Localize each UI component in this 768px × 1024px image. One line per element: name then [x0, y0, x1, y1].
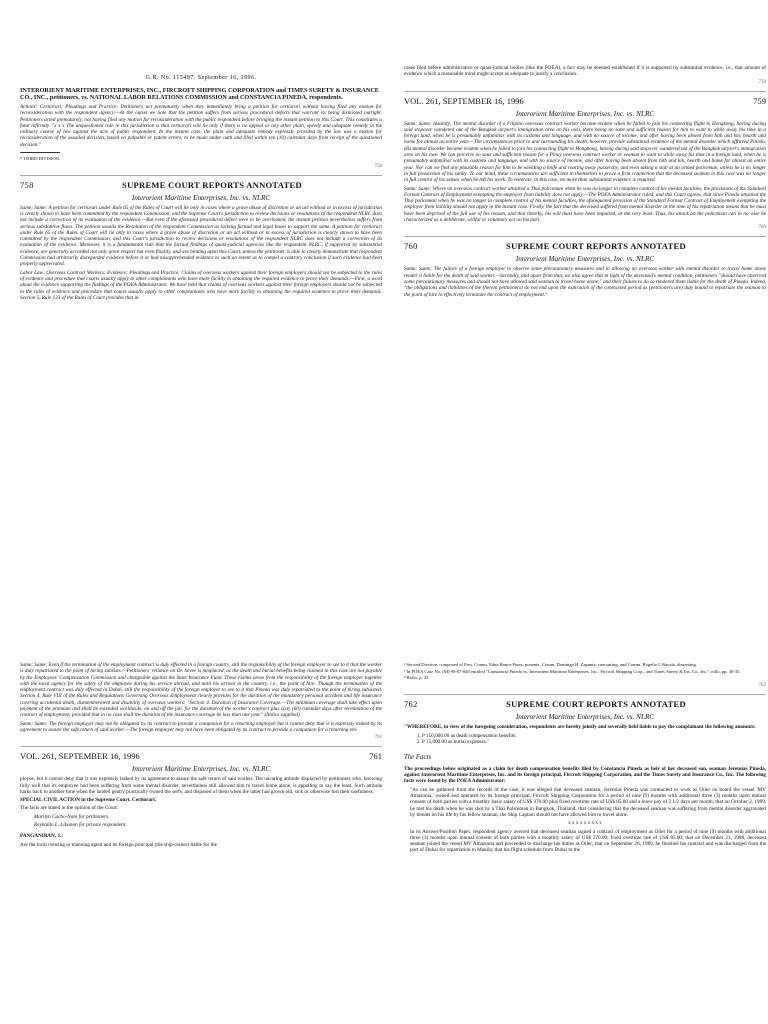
right-column-lower [404, 662, 766, 856]
case-subtitle: Interorient Maritime Enterprises, Inc. vs. NLRC [515, 109, 655, 118]
facts-note: The facts are stated in the opinion of the Court. [20, 805, 118, 812]
counsel-respondent: Reynaldo L. Libanan for private respondent. [34, 822, 127, 829]
header-page-number: 759 [753, 95, 766, 106]
page-footer-number: 762 [758, 682, 766, 688]
quoted-paragraph: "As can be gathered from the records of the case, it was alleged that deceased seaman, Jeremias Pineda was contracted to work as Oiler on board the vessel 'MV Amazonia,' owned and operated by its foreign principal, Fircroft Shipping Corporation for a period of nine (9) months with additional three (3) months upon mutual consent of both parties with a monthly basic salary of US$ 370.00 plus fixed overtime rate of US$ 85.00 and a leave pay of 2 1/2 days per month; that on October 2, 1989, he met his death when he was shot by a Thai Policeman in Bangkok, Thailand; that considering that the deceased seaman was suffering from mental disorder aggravated by threats on his life by his fellow seaman, the Ship Captain should not have allowed him to travel alone. [410, 786, 766, 818]
case-subtitle: Interorient Maritime Enterprises, Inc. vs. NLRC [131, 765, 271, 774]
body-paragraph: Are the local crewing or manning agent and its foreign principal (the ship-owner) liable for the [20, 841, 217, 848]
page-divider [20, 746, 382, 747]
running-header [404, 241, 766, 251]
left-column [20, 70, 382, 303]
page-divider [404, 236, 766, 237]
header-title: SUPREME COURT REPORTS ANNOTATED [506, 698, 686, 709]
syllabus-paragraph: Labor Law; Overseas Contract Workers; Evidence; Pleadings and Practice; Claims of overseas workers against their foreign employers should not be subjected to the rules of evidence and procedure that courts usually apply to other complainants who have more facility in obtaining the required evidence to prove their demands.—First, a word about the evidence supporting the findings of the POEA Administrator. We have held that claims of overseas workers against their foreign employers should not be subjected to the rules of evidence and procedure that courts usually apply to other complainants who have more facility in obtaining the required evidence to prove their demands. Section 5, Rule 133 of the Rules of Court provides that in [20, 269, 382, 301]
page-footer-number: 761 [374, 735, 382, 741]
footnote: ³ In POEA Case No. (M) 90-07-840 entitled "Constancia Pineda vs. Interorient Maritime Enterprises, Inc., Fircroft Shipping Corp., and Times Surety & Ins. Co., Inc"; rollo, pp. 30-35. [404, 668, 741, 674]
special-action: SPECIAL CIVIL ACTION in the Supreme Court. Certiorari. [20, 797, 157, 804]
case-subtitle: Interorient Maritime Enterprises, Inc. vs. NLRC [515, 255, 655, 264]
case-number: G.R. No. 115497. September 16, 1996. [145, 74, 257, 81]
header-title: SUPREME COURT REPORTS ANNOTATED [122, 179, 302, 190]
syllabus-paragraph: Same; Same; A petition for certiorari under Rule 65 of the Rules of Court will lie only in cases where a grave abuse of discretion or an act without or in excess of jurisdiction is clearly shown to have been committed by the respondent Commission, and the Supreme Court's jurisdiction to review decisions or resolutions of the respondent NLRC does not include a correction of its evaluation of the evidence.—But even if the aforesaid procedural defect were to be overlooked, the instant petition nevertheless suffers from serious substantive flaws. The petition assails the Resolution of the respondent Commission as lacking factual and legal bases to support the same. A petition for certiorari under Rule 65 of the Rules of Court will lie only in cases where a grave abuse of discretion or an act without or in excess of jurisdiction is clearly shown to have been committed by the respondent Commission, and this Court's jurisdiction to review decisions or resolutions of the respondent NLRC does not include a correction of its evaluation of the evidence. Moreover, it is a fundamental rule that the factual findings of quasi-judicial agencies like the respondent NLRC, if supported by substantial evidence, are generally accorded not only great respect but even finality, and are binding upon this Court, unless the petitioner is able to clearly demonstrate that respondent Commission had arbitrarily disregarded evidence before it or had misapprehended evidence to such an extent as to compel a contrary conclusion if such evidence had been properly appreciated. [20, 204, 382, 268]
case-subtitle: Interorient Maritime Enterprises, Inc. vs. NLRC [515, 712, 655, 721]
running-header [20, 180, 382, 190]
header-page-number: 762 [404, 698, 418, 709]
page-divider [404, 91, 766, 92]
syllabus-paragraph: Same; Same; Where an overseas contract worker attacked a Thai policeman when he was no longer in complete control of his mental faculties, the provisions of the Standard Format Contract of Employment exempting the employer from liability does not apply.—The POEA Administrator ruled, and this Court agrees, that since Pineda attacked the Thai policeman when he was no longer in complete control of his mental faculties, the aforequoted provision of the Standard Format Contract of Employment exempting the employer from liability should not apply in the instant case. Firstly, the fact that the deceased suffered from mental disorder at the time of his repatriation means that he must have been deprived of the full use of his reason, and that thereby, his will must have been impaired, at the very least. Thus, his attack on the policeman can in no wise be characterized as a deliberate, willful or voluntary act on his part. [404, 185, 766, 224]
header-page-number: 761 [369, 751, 382, 762]
footnote: ⁴ Rollo, p. 35. [404, 675, 430, 681]
right-column [404, 65, 766, 300]
header-title: VOL. 261, SEPTEMBER 16, 1996 [404, 95, 524, 106]
syllabus-paragraph: Same; Same; Insanity; The mental disorder of a Filipino overseas contract worker became evident when he failed to join his connecting flight to Hongkong, having during said stopover wandered out of the Bangkok airport's immigration area on his own, there being no sane and sufficient reason for him to want to while away his time in a foreign land, when he is presumably unfamiliar with its customs and language, and with no source of income, and after having been absent from hith and kin, hearth and home for almost an entire year.—The circumstances prior to and surrounding his death, however, provide substantial evidence of the mental disorder which afflicted Pineda. His mental disorder became evident when he failed to join his connecting flight to Hongkong, having during said stopover wandered out of the Bangkok airport's immigration area on his own. We can perceive no sane and sufficient reason for a Pinoy overseas contract worker or seaman to want to while away his time in a foreign land, when he is presumably unfamiliar with its customs and language, and with no source of income, and after having been absent from hith and kin, hearth and home for almost an entire year. Nor can we find any plausible reason for him to be wielding a knife and roaring away passersby, and even taking a stab at an armed policeman, unless he is no longer in full possession of his sanity. To our mind, these circumstances are sufficient in themselves to prove a firm connection that the deceased seaman in this case was no longer in full control of his senses when he left his work. To reiterate, in this case, no more than substantial evidence is required. [404, 120, 766, 184]
running-header [20, 751, 382, 761]
list-item: 2. P 15,000.00 as burial expenses." [422, 739, 766, 745]
dispositive-paragraph: "WHEREFORE, in view of the foregoing consideration, respondents are hereby jointly and severally held liable to pay the complainant the following amounts: [404, 723, 756, 730]
header-title: SUPREME COURT REPORTS ANNOTATED [506, 241, 686, 252]
header-title: VOL. 261, SEPTEMBER 16, 1996 [20, 751, 140, 762]
syllabus-paragraph: Same; Same; Even if the termination of the employment contract is duly effected in a foreign country, still the responsibility of the foreign employer to see to it that the worker is duly repatriated to the point of hiring subsists.—Petitioners' reliance on Dr. Sevee is misplaced, as the death and burial benefits being claimed in this case are not payable by the Employees' Compensation Commission and chargeable against the State Insurance Fund. These claims arose from the responsibility of the foreign employer together with the local agency for the safety of the employee during his service abroad, and until his arrival in the country, i.e., the point of hire. Though the termination of the employment contract was duly effected in Dubai, still the responsibility of the foreign employer to see to it that Pineda was duly repatriated to the point of hiring subsisted. Section 4, Rule VIII of the Rules and Regulations Governing Overseas Employment clearly provides for the duration of the mandatory personal accident and life insurance covering accidental death, dismemberment and disability of overseas workers: "Section 4. Duration of Insurance Coverage.—The minimum coverage shall take effect upon payment of the premium and shall be extended worldwide, on and off the job, for the duration of the worker's contract plus sixty (60) calendar days after termination of the contract of employment; provided that in no case shall the duration of the insurance coverage be less than one year." (Italics supplied) [20, 662, 382, 719]
ellipsis-line: x x x x x x x x x [568, 820, 602, 827]
footnote: ² Second Division, composed of Pres. Comm. Edna Bonto-Perez, ponente, Comm. Domingo H. Zapanta, concurring, and Comm. Rogelio I. Rayala, dissenting. [404, 662, 697, 667]
running-header [404, 96, 766, 106]
page-divider [20, 175, 382, 176]
footnote: * THIRD DIVISION. [20, 156, 61, 162]
list-item: 1. P 150,000.00 as death compensation benefits. [422, 733, 766, 739]
running-header [404, 699, 766, 709]
ponente: PANGANIBAN, J.: [20, 833, 63, 840]
quoted-paragraph: In its Answer/Position Paper, respondent agency averred that deceased seaman signed a contract of employment as Oiler for a period of nine (9) months with additional three (3) months upon mutual consent of both parties with a monthly salary of US$ 370.00; fixed overtime rate of US$ 85.00; that on December 21, 1988, deceased seaman joined the vessel MV Amazonia and proceeded to discharge his duties as Oiler; that on September 26, 1989, he finished his contract and was discharged from the port of Dubai for repatriation to Manila; that his flight schedule from Dubai to the [410, 828, 766, 854]
page-divider [404, 694, 766, 695]
section-heading: The Facts [404, 753, 431, 761]
page-footer-number: 759 [758, 79, 766, 85]
header-page-number: 758 [20, 179, 34, 190]
footnote-rule [20, 152, 60, 153]
body-paragraph: ployee, but it cannot deny that it was expressly tasked by its agreement to assure the safe return of said worker. The uncaring attitude displayed by petitioners who, knowing fully well that its employee had been suffering from some mental disorder, nevertheless still allowed him to travel home alone, is appalling to say the least. Such attitude harks back to another time when the landed gentry practically owned the serfs, and disposed of them when the latter had grown old, sick or otherwise lost their usefulness. [20, 776, 382, 795]
page-footer-number: 760 [758, 225, 766, 231]
syllabus-paragraph: Same; Same; The foreign employer may not be obligated by its contract to provide a companion for a returning employee but it cannot deny that it is expressly tasked by its agreement to assure the safe return of said worker.—The foreign employer may not have been obligated by its contract to provide a companion for a returning em- [20, 720, 382, 733]
syllabus-paragraph: Same; Same; The failure of a foreign employer to observe some precautionary measures and in allowing an overseas worker with mental disorder to travel home alone render it liable for the death of said worker.—Secondly, and apart from that, we also agree that in light of the deceased's mental condition, petitioners "should have observed some precautionary measures and should not have allowed said seaman to travel home alone," and their failure to do so rendered them liable for the death of Pineda. Indeed, "the obligations and liabilities of the (herein petitioners) do not end upon the expiration of the contracted period as (petitioners are) duty bound to repatriate the seaman to the point of hire to effectively terminate the contract of employment." [404, 266, 766, 298]
case-subtitle: Interorient Maritime Enterprises, Inc. vs. NLRC [131, 193, 271, 202]
page-footer-number: 758 [374, 163, 382, 169]
left-column-lower [20, 662, 382, 850]
body-paragraph: The proceedings below originated as a claim for death compensation benefits filed by Constancia Pineda as heir of her deceased son, seaman Jeremias Pineda, against Interorient Maritime Enterprises, Inc. and its foreign principal, Fircroft Shipping Corporation, and the Times Surety and Insurance Co., Inc. The following facts were found by the POEA Administrator: [404, 765, 766, 785]
award-list [422, 733, 766, 746]
header-page-number: 760 [404, 241, 418, 252]
body-paragraph: cases filed before administrative or quasi-judicial bodies (like the POEA), a fact may be deemed established if it is supported by substantial evidence, i.e., that amount of evidence which a reasonable mind might accept as adequate to justify a conclusion. [404, 65, 766, 78]
syllabus-paragraph: Actions; Certiorari; Pleadings and Practice; Petitioners act prematurely when they immediately bring a petition for certiorari without having filed any motion for reconsideration with the respondent agency.—At the outset we note that the petition suffers from serious procedural defects that warrant its being dismissed outright. Petitioners acted prematurely, not having filed any motion for reconsideration with the public respondent before bringing the instant petition to this Court. This constitutes a fatal infirmity. "x x x The unquestioned rule in this jurisdiction is that certiorari will lie only if there is no appeal or any other plain, speedy and adequate remedy in the ordinary course of law against the acts of public respondent. In the instant case, the plain and adequate remedy expressly provided by the law was a motion for reconsideration of the assailed decision, based on palpable or patent errors, to be made under oath and filed within ten (10) calendar days from receipt of the questioned decision." [20, 104, 382, 148]
case-caption: INTERORIENT MARITIME ENTERPRISES, INC., FIRCROFT SHIPPING CORPORATION and TIMES SURETY & INSURANCE CO., INC., petitioners, vs. NATIONAL LABOR RELATIONS COMMISSION and CONSTANCIA PINEDA, respondents. [20, 87, 379, 101]
counsel-petitioners: Marilyn Cacho-Nani for petitioners. [34, 813, 110, 820]
